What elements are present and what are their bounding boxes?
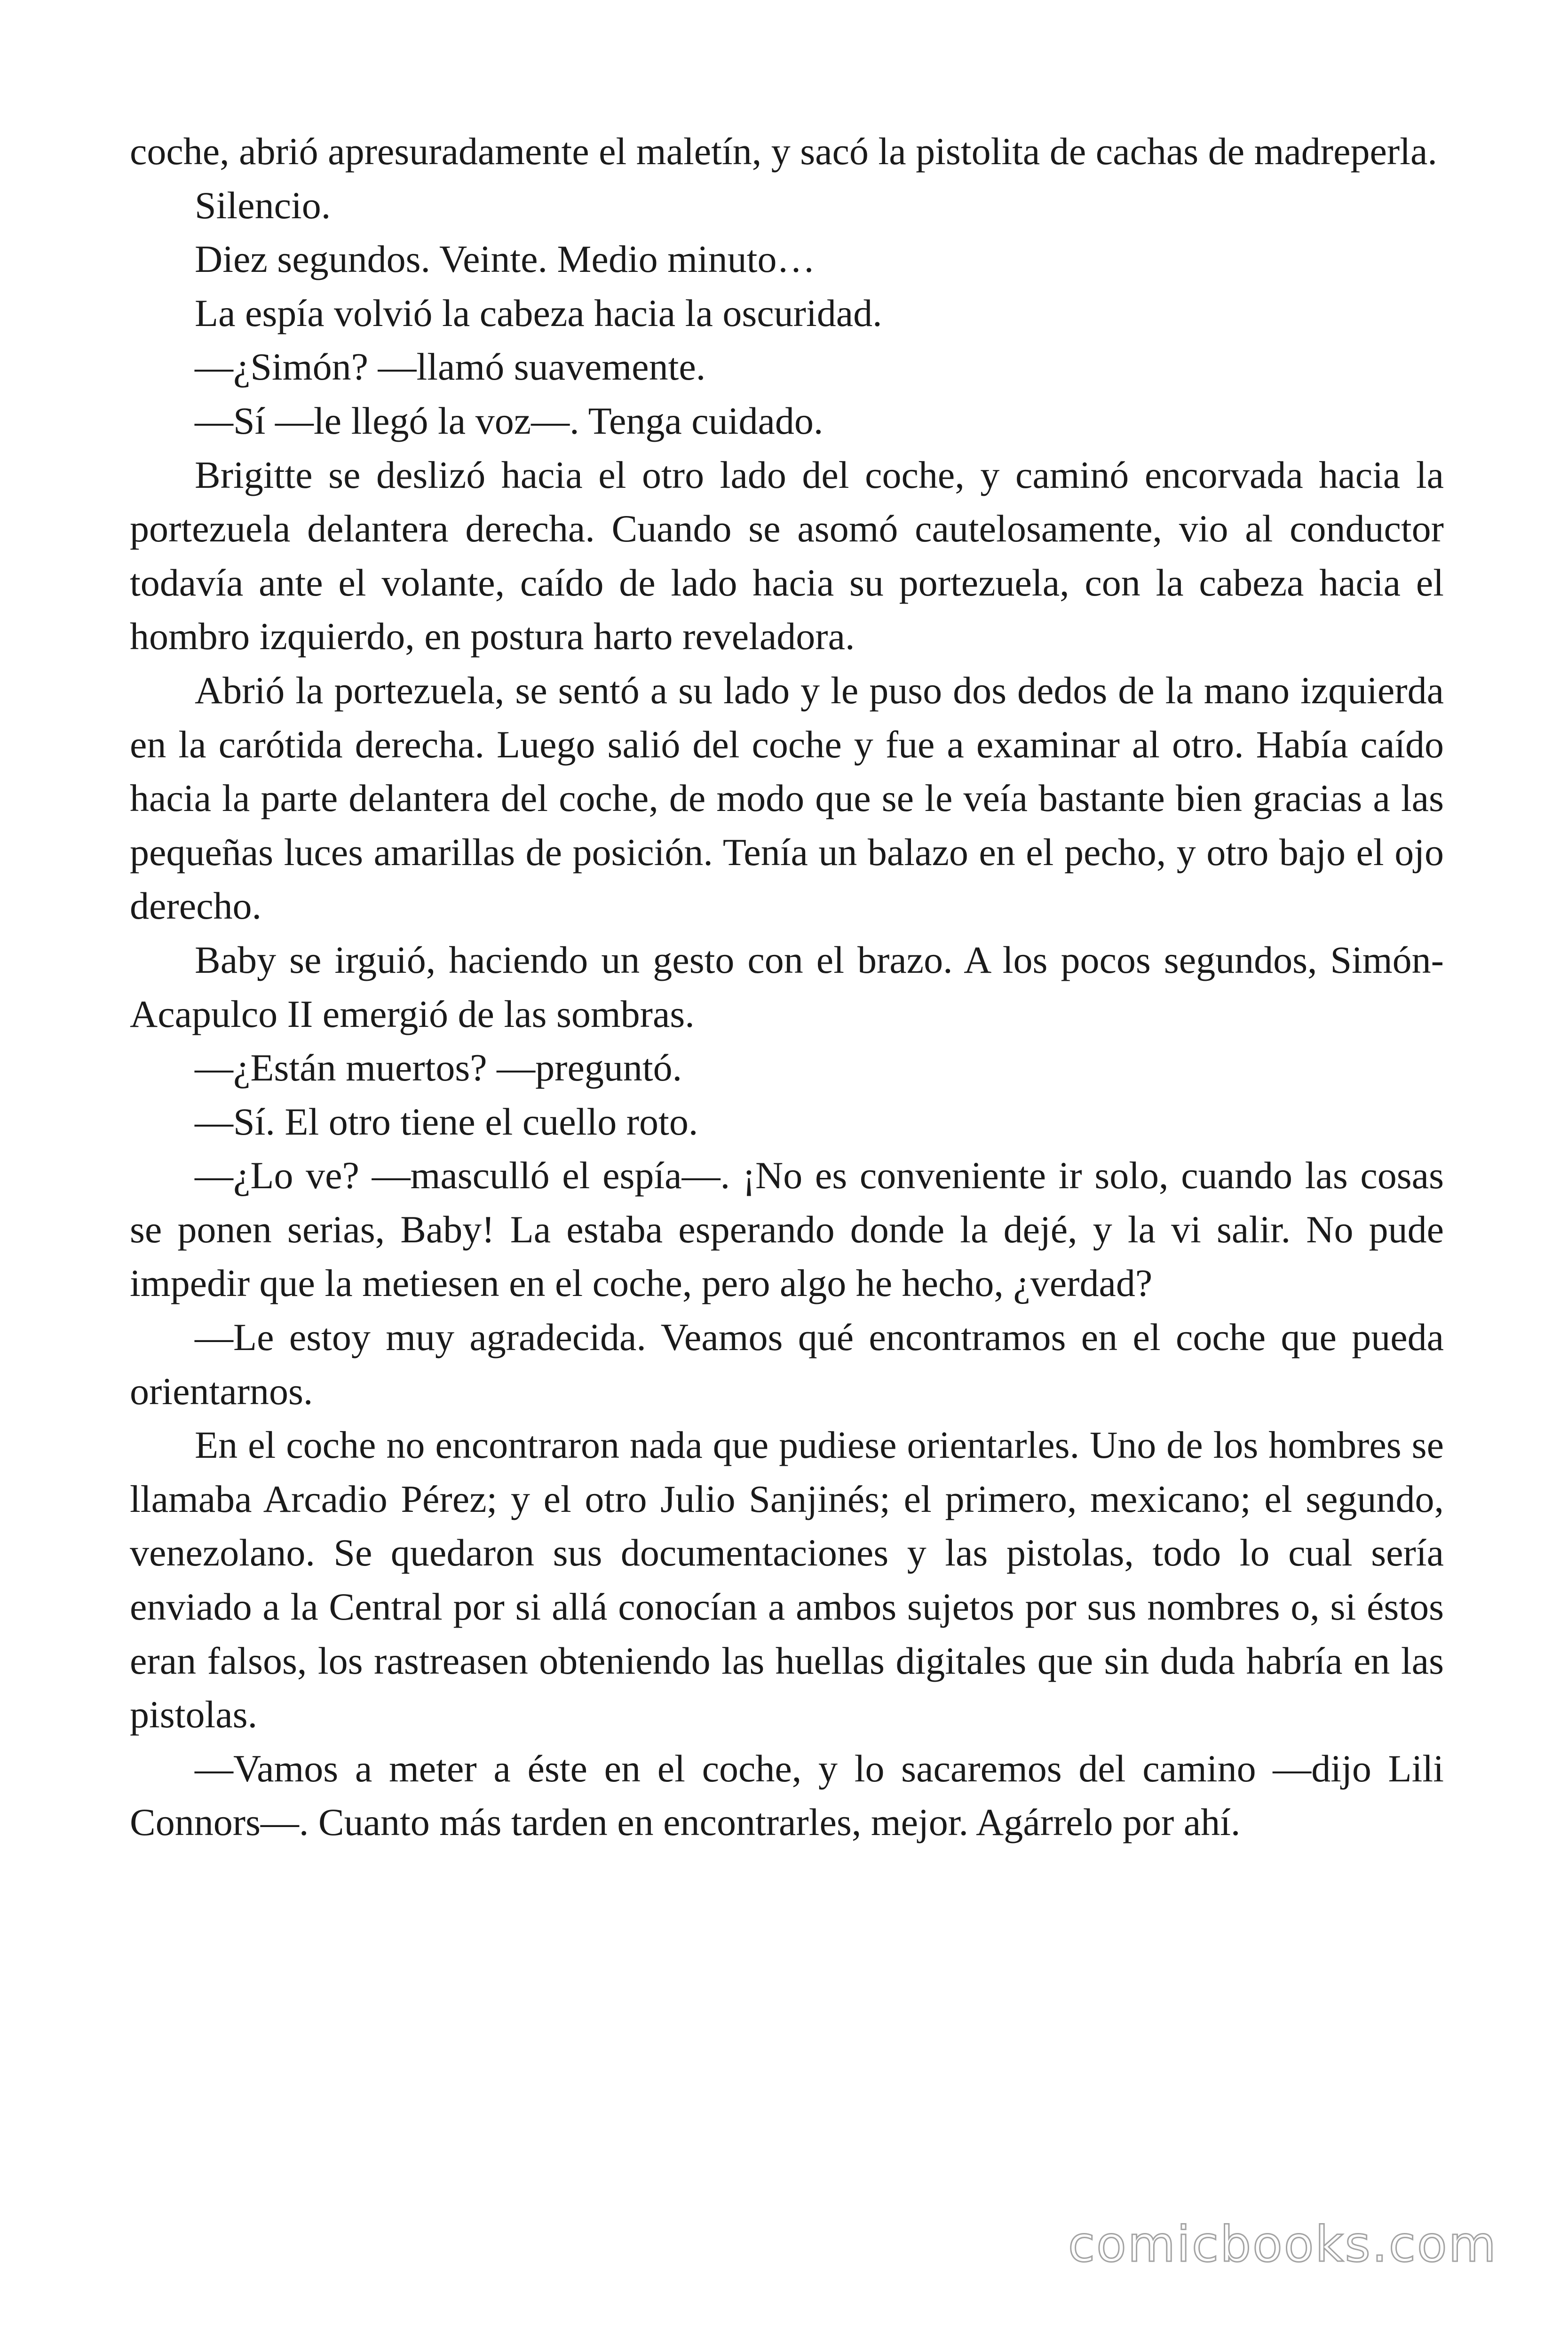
- paragraph: En el coche no encontraron nada que pudiese orientarles. Uno de los hombres se llamaba Arcadio Pérez; y el otro Julio Sanjinés; el primero, mexicano; el segundo, venezolano. Se quedaron sus documentaciones y las pistolas, todo lo cual sería enviado a la Central por si allá conocían a ambos sujetos por sus nombres o, si éstos eran falsos, los rastreasen obteniendo las huellas digitales que sin duda habría en las pistolas.: [130, 1423, 1444, 1736]
- paragraph: —Sí. El otro tiene el cuello roto.: [195, 1100, 698, 1143]
- paragraph: Diez segundos. Veinte. Medio minuto…: [195, 238, 816, 281]
- paragraph: —¿Están muertos? —preguntó.: [195, 1046, 682, 1089]
- paragraph: Brigitte se deslizó hacia el otro lado del coche, y caminó encorvada hacia la portezuela delantera derecha. Cuando se asomó cautelosamente, vio al conductor todavía ante el volante, caído de lado hacia su portezuela, con la cabeza hacia el hombro izquierdo, en postura harto reveladora.: [130, 453, 1444, 658]
- paragraph: coche, abrió apresuradamente el maletín, y sacó la pistolita de cachas de madreperla.: [130, 130, 1437, 173]
- paragraph: —¿Lo ve? —masculló el espía—. ¡No es conveniente ir solo, cuando las cosas se ponen serias, Baby! La estaba esperando donde la dejé, y la vi salir. No pude impedir que la metiesen en el coche, pero algo he hecho, ¿verdad?: [130, 1154, 1444, 1305]
- paragraph: La espía volvió la cabeza hacia la oscuridad.: [195, 291, 882, 334]
- paragraph: —¿Simón? —llamó suavemente.: [195, 345, 706, 389]
- paragraph: Silencio.: [195, 183, 331, 227]
- paragraph: —Le estoy muy agradecida. Veamos qué encontramos en el coche que pueda orientarnos.: [130, 1316, 1444, 1413]
- paragraph: —Sí —le llegó la voz—. Tenga cuidado.: [195, 399, 824, 442]
- page-text: [130, 125, 1444, 1850]
- paragraph: —Vamos a meter a éste en el coche, y lo sacaremos del camino —dijo Lili Connors—. Cuanto más tarden en encontrarles, mejor. Agárrelo por ahí.: [130, 1747, 1444, 1844]
- watermark: comicbooks.com: [1068, 2216, 1497, 2273]
- paragraph: Baby se irguió, haciendo un gesto con el brazo. A los pocos segundos, Simón-Acapulco II emergió de las sombras.: [130, 938, 1444, 1035]
- paragraph: Abrió la portezuela, se sentó a su lado y le puso dos dedos de la mano izquierda en la carótida derecha. Luego salió del coche y fue a examinar al otro. Había caído hacia la parte delantera del coche, de modo que se le veía bastante bien gracias a las pequeñas luces amarillas de posición. Tenía un balazo en el pecho, y otro bajo el ojo derecho.: [130, 668, 1444, 928]
